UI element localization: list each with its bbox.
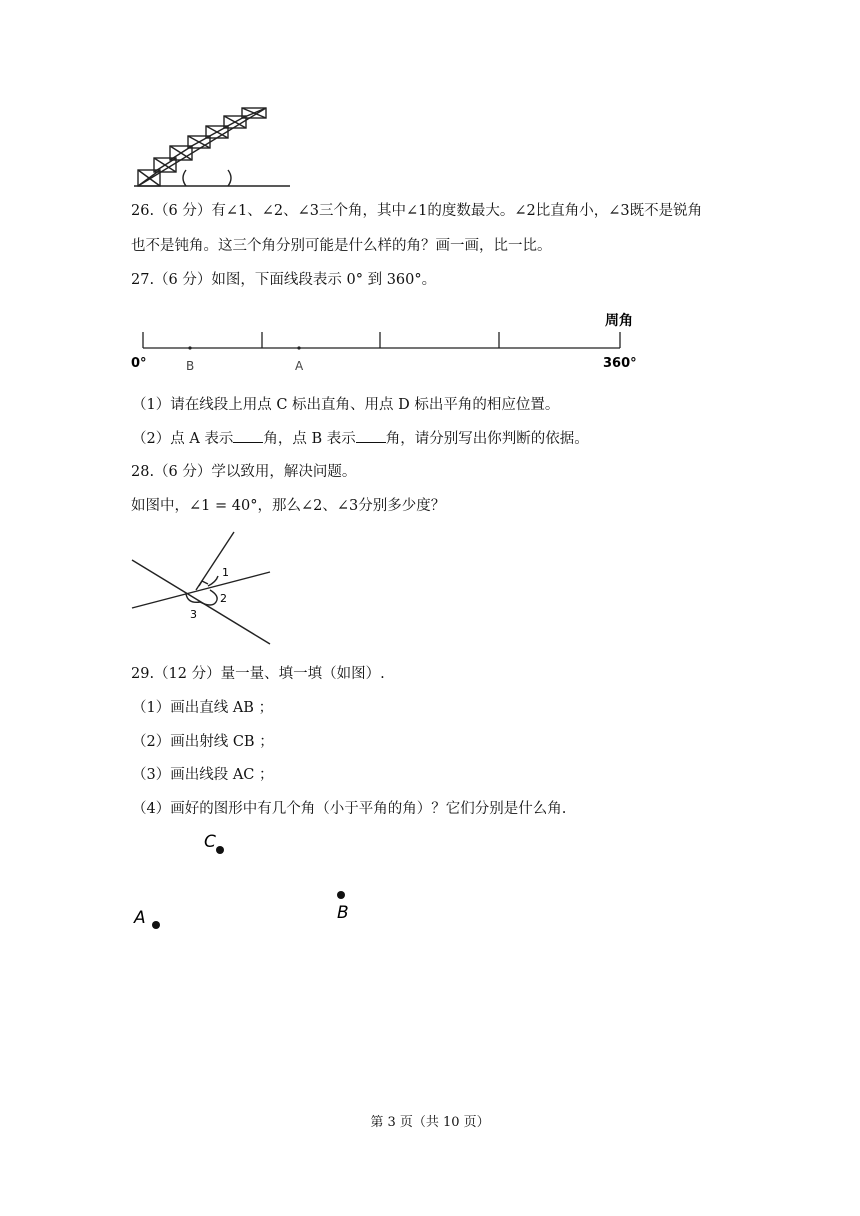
question-29-part-3: （3）画出线段 AC ； [132, 767, 274, 783]
point-b-marker [188, 346, 191, 349]
part-2-text-b: 角，点 B 表示 [263, 431, 356, 447]
page-footer: 第 3 页（共 10 页） [370, 1115, 490, 1130]
point-b-dot [337, 891, 345, 899]
answer-blank-b[interactable] [356, 428, 386, 443]
point-a-dot [152, 921, 160, 929]
question-29-part-1: （1）画出直线 AB ； [132, 700, 274, 716]
part-2-text-a: （2）点 A 表示 [132, 431, 234, 447]
angle-label-1: 1 [222, 566, 229, 579]
question-28-text: 如图中，∠1 = 40°，那么∠2、∠3分别多少度？ [131, 498, 446, 514]
point-c-dot [216, 846, 224, 854]
label-point-b: B [186, 359, 195, 373]
question-27-part-2 [132, 428, 589, 449]
question-27-title: 27.（6 分）如图，下面线段表示 0° 到 360°。 [131, 272, 437, 288]
question-29-part-2: （2）画出射线 CB ； [132, 734, 274, 750]
part-2-text-c: 角，请分别写出你判断的依据。 [385, 431, 589, 447]
label-full-angle: 周角 [605, 313, 633, 329]
angle-number-line [125, 305, 645, 377]
answer-blank-a[interactable] [233, 428, 263, 443]
question-29-title: 29.（12 分）量一量、填一填（如图）. [131, 666, 385, 682]
point-a-marker [297, 346, 300, 349]
points-figure [128, 826, 368, 938]
label-point-a: A [295, 359, 304, 373]
question-29-part-4: （4）画好的图形中有几个角（小于平角的角）？它们分别是什么角. [132, 801, 567, 817]
question-26-line-2: 也不是钝角。这三个角分别可能是什么样的角？画一画，比一比。 [131, 238, 552, 254]
question-28-title: 28.（6 分）学以致用，解决问题。 [131, 464, 357, 480]
angle-label-3: 3 [190, 608, 197, 621]
point-b-label: B [337, 903, 349, 923]
point-c-label: C [204, 832, 216, 852]
point-a-label: A [134, 908, 146, 928]
label-0-degree: 0° [131, 356, 147, 371]
staircase-figure [130, 104, 296, 190]
intersecting-lines-figure [128, 530, 278, 648]
question-26-line-1: 26.（6 分）有∠1、∠2、∠3三个角，其中∠1的度数最大。∠2比直角小，∠3既不是锐角 [131, 203, 703, 219]
label-360-degree: 360° [603, 356, 637, 371]
angle-label-2: 2 [220, 592, 227, 605]
question-27-part-1: （1）请在线段上用点 C 标出直角、用点 D 标出平角的相应位置。 [132, 397, 560, 413]
